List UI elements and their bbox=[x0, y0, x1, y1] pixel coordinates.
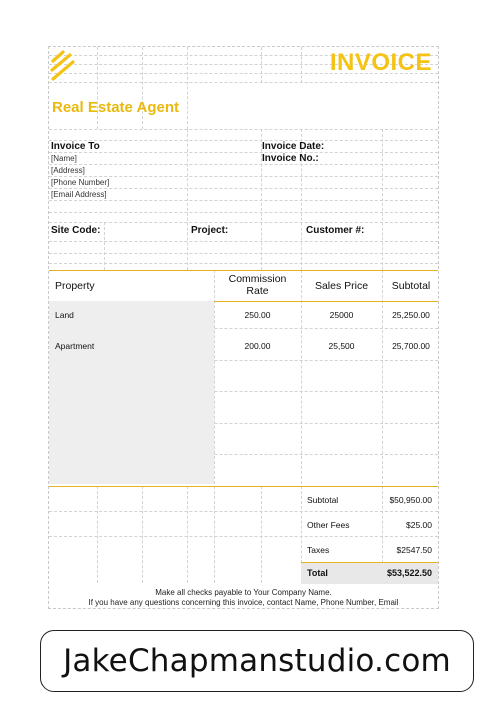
project-label: Project: bbox=[191, 225, 229, 236]
column-header-sales-price: Sales Price bbox=[314, 280, 369, 292]
grid-line bbox=[49, 511, 438, 512]
invoice-date-label: Invoice Date: bbox=[262, 141, 325, 152]
invoice-number-label: Invoice No.: bbox=[262, 153, 319, 164]
subtotal-label: Subtotal bbox=[307, 495, 339, 505]
row-2-price: 25,500 bbox=[328, 341, 355, 351]
grid-line bbox=[49, 164, 438, 165]
grid-line bbox=[261, 486, 262, 583]
site-code-label: Site Code: bbox=[51, 225, 101, 236]
grid-line bbox=[49, 253, 438, 254]
grid-line bbox=[49, 263, 438, 264]
grid-line bbox=[49, 222, 438, 223]
grid-line bbox=[49, 536, 438, 537]
column-header-commission-rate-line1: Commission bbox=[228, 273, 287, 285]
other-fees-label: Other Fees bbox=[307, 520, 350, 530]
grid-line bbox=[49, 200, 438, 201]
grid-line bbox=[301, 270, 302, 484]
grid-line bbox=[49, 212, 438, 213]
grid-line bbox=[187, 486, 188, 583]
grid-line bbox=[97, 486, 98, 583]
row-1-subtotal: 25,250.00 bbox=[392, 310, 430, 320]
property-column-shading bbox=[49, 301, 214, 484]
row-1-property: Land bbox=[55, 310, 74, 320]
total-row bbox=[301, 562, 438, 584]
table-header bbox=[49, 270, 438, 302]
billing-name: [Name] bbox=[51, 154, 77, 163]
company-name: Real Estate Agent bbox=[52, 99, 179, 116]
row-2-property: Apartment bbox=[55, 341, 95, 351]
subtotal-value: $50,950.00 bbox=[389, 495, 432, 505]
grid-line bbox=[104, 222, 105, 270]
row-1-price: 25000 bbox=[329, 310, 354, 320]
other-fees-value: $25.00 bbox=[406, 520, 432, 530]
payment-note-line1: Make all checks payable to Your Company Name. bbox=[155, 588, 332, 597]
invoice-title: INVOICE bbox=[329, 49, 432, 76]
row-2-subtotal: 25,700.00 bbox=[392, 341, 430, 351]
customer-number-label: Customer #: bbox=[306, 225, 365, 236]
row-1-rate: 250.00 bbox=[244, 310, 271, 320]
grid-line bbox=[214, 270, 215, 484]
billing-address: [Address] bbox=[51, 166, 85, 175]
summary-divider bbox=[49, 486, 438, 487]
total-label: Total bbox=[307, 568, 328, 578]
payment-note-line2: If you have any questions concerning this invoice, contact Name, Phone Number, Email bbox=[88, 598, 399, 607]
logo-icon bbox=[49, 49, 77, 83]
grid-line bbox=[214, 486, 215, 583]
grid-line bbox=[187, 47, 188, 129]
grid-line bbox=[49, 140, 438, 141]
row-2-rate: 200.00 bbox=[244, 341, 271, 351]
grid-line bbox=[49, 129, 438, 130]
column-header-commission-rate-line2: Rate bbox=[246, 285, 269, 297]
taxes-value: $2547.50 bbox=[396, 545, 432, 555]
grid-line bbox=[49, 152, 438, 153]
invoice-sheet bbox=[48, 46, 439, 609]
grid-line bbox=[49, 82, 438, 83]
grid-line bbox=[49, 241, 438, 242]
invoice-to-label: Invoice To bbox=[51, 141, 100, 152]
grid-line bbox=[49, 188, 438, 189]
grid-line bbox=[382, 129, 383, 270]
grid-line bbox=[97, 47, 98, 129]
watermark-banner: JakeChapmanstudio.com bbox=[40, 630, 474, 692]
column-header-subtotal: Subtotal bbox=[391, 280, 431, 292]
billing-phone: [Phone Number] bbox=[51, 178, 110, 187]
billing-email: [Email Address] bbox=[51, 190, 107, 199]
column-header-commission-rate bbox=[214, 273, 301, 297]
column-header-property: Property bbox=[55, 280, 95, 292]
total-value: $53,522.50 bbox=[386, 568, 432, 578]
taxes-label: Taxes bbox=[307, 545, 330, 555]
payment-note bbox=[49, 588, 438, 608]
grid-line bbox=[142, 486, 143, 583]
grid-line bbox=[382, 270, 383, 484]
grid-line bbox=[301, 47, 302, 83]
grid-line bbox=[261, 47, 262, 83]
grid-line bbox=[142, 47, 143, 129]
grid-line bbox=[187, 129, 188, 270]
grid-line bbox=[49, 176, 438, 177]
